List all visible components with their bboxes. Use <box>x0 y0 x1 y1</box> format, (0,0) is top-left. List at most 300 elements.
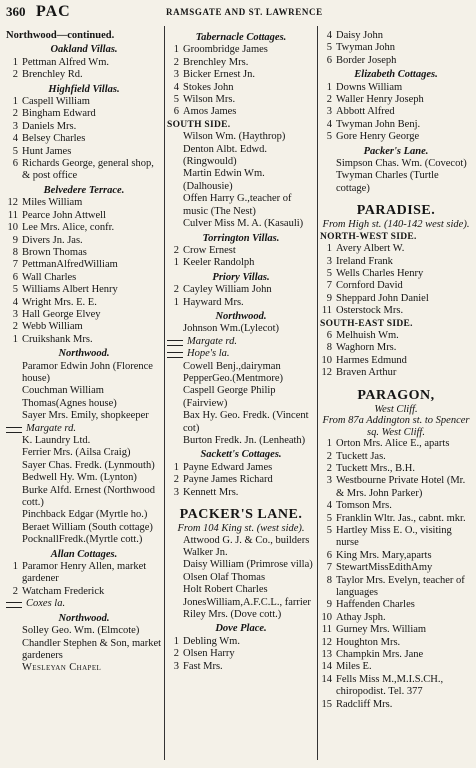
house-number: 2 <box>326 462 332 474</box>
section-heading: Sackett's Cottages. <box>200 449 282 461</box>
directory-entry <box>167 44 315 56</box>
directory-entry <box>320 367 472 379</box>
house-number: 10 <box>321 611 332 623</box>
resident-name: Cowell Benj.,dairyman <box>183 360 281 372</box>
resident-name: Denton Albt. Edwd. (Ringwould) <box>183 143 267 168</box>
house-number: 1 <box>173 296 179 308</box>
directory-entry <box>167 168 315 193</box>
resident-name: Miles William <box>22 197 83 209</box>
resident-name: Bedwell Hy. Wm. (Lynton) <box>22 472 137 484</box>
house-number: 6 <box>12 271 18 283</box>
resident-name: Chandler Stephen & Son, market gardeners <box>22 637 162 661</box>
street-heading: PACKER'S LANE. <box>179 507 303 523</box>
directory-entry <box>6 222 162 234</box>
section-heading: Oakland Villas. <box>50 44 118 56</box>
directory-entry <box>6 625 162 637</box>
directory-entry <box>320 293 472 305</box>
section-heading: Priory Villas. <box>212 271 270 283</box>
resident-name: Keeler Randolph <box>183 257 255 269</box>
house-number: 2 <box>173 474 179 486</box>
directory-entry <box>167 297 315 309</box>
resident-name: Brenchley Mrs. <box>183 56 249 68</box>
house-number: 6 <box>326 549 332 561</box>
directory-entry <box>6 235 162 247</box>
section-heading: Packer's Lane. <box>363 145 429 157</box>
resident-name: PepperGeo.(Mentmore) <box>183 372 284 384</box>
resident-name: Caspell George Philip (Fairview) <box>183 385 276 409</box>
directory-entry <box>320 463 472 475</box>
resident-name: Twyman Charles (Turtle cottage) <box>336 170 439 194</box>
resident-name: Gurney Mrs. William <box>336 624 427 636</box>
resident-name: Wilson Wm. (Haythrop) <box>183 131 286 143</box>
house-number: 7 <box>326 280 332 292</box>
directory-entry <box>320 624 472 636</box>
resident-name: Stokes John <box>183 81 234 93</box>
house-number: 3 <box>12 120 18 132</box>
directory-entry <box>6 334 162 346</box>
directory-entry <box>320 42 472 54</box>
directory-entry <box>6 297 162 309</box>
directory-entry <box>320 451 472 463</box>
house-number: 1 <box>12 333 18 345</box>
resident-name: Wilson Mrs. <box>183 94 236 106</box>
resident-name: Attwood G. J. & Co., builders <box>183 534 310 546</box>
directory-entry <box>167 661 315 673</box>
resident-name: Melhuish Wm. <box>336 330 399 342</box>
resident-name: Miles E. <box>336 661 372 673</box>
resident-name: Brown Thomas <box>22 246 87 258</box>
resident-name: Olsen Olaf Thomas <box>183 571 266 583</box>
directory-entry <box>320 599 472 611</box>
house-number: 2 <box>12 108 18 120</box>
directory-entry <box>6 561 162 586</box>
house-number: 6 <box>326 330 332 342</box>
resident-name: Amos James <box>183 106 237 118</box>
house-number: 9 <box>12 234 18 246</box>
resident-name: K. Laundry Ltd. <box>22 435 91 446</box>
resident-name: Sayer Chas. Fredk. (Lynmouth) <box>22 459 155 471</box>
section-heading: Allan Cottages. <box>50 548 118 560</box>
resident-name: Hartley Miss E. O., visiting nurse <box>336 525 452 549</box>
directory-entry <box>320 550 472 562</box>
resident-name: Payne Edward James <box>183 461 273 473</box>
side-label: SOUTH-EAST SIDE. <box>320 318 413 329</box>
house-number: 12 <box>321 367 332 379</box>
resident-name: Osterstock Mrs. <box>336 305 404 317</box>
section-heading: Dove Place. <box>215 623 267 635</box>
section-heading: Torrington Villas. <box>202 232 280 244</box>
directory-entry <box>6 197 162 209</box>
directory-entry <box>6 586 162 598</box>
directory-entry <box>6 534 162 546</box>
directory-entry <box>167 474 315 486</box>
resident-name: Pinchback Edgar (Myrtle ho.) <box>22 509 148 521</box>
house-number: 5 <box>173 94 179 106</box>
section-heading: Northwood. <box>58 612 110 624</box>
house-number: 1 <box>173 635 179 647</box>
house-number: 1 <box>326 81 332 93</box>
directory-entry <box>320 513 472 525</box>
resident-name: Waller Henry Joseph <box>336 94 424 106</box>
resident-name: Downs William <box>336 81 403 93</box>
section-heading: Northwood. <box>58 348 110 360</box>
directory-entry <box>167 462 315 474</box>
directory-entry <box>6 272 162 284</box>
resident-name: Pearce John Attwell <box>22 209 106 221</box>
house-number: 2 <box>326 94 332 106</box>
house-number: 4 <box>326 118 332 130</box>
directory-entry <box>167 410 315 435</box>
house-number: 2 <box>173 284 179 296</box>
street-location-note: From 87a Addington st. to Spencer sq. West Cliff. <box>322 415 470 438</box>
directory-entry <box>6 121 162 133</box>
directory-column-3 <box>320 30 472 711</box>
house-number: 1 <box>12 96 18 108</box>
directory-entry <box>6 472 162 484</box>
directory-entry <box>6 57 162 69</box>
directory-entry <box>167 559 315 571</box>
running-title: RAMSGATE AND ST. LAWRENCE <box>166 7 323 17</box>
directory-entry <box>167 69 315 81</box>
directory-entry <box>6 309 162 321</box>
directory-entry <box>320 30 472 42</box>
resident-name: Franklin Wltr. Jas., cabnt. mkr. <box>336 512 466 524</box>
directory-entry <box>320 82 472 94</box>
house-number: 3 <box>173 486 179 498</box>
street-location-note: West Cliff. <box>374 403 418 415</box>
resident-name: Wright Mrs. E. E. <box>22 296 97 308</box>
directory-entry <box>6 210 162 222</box>
directory-entry <box>6 108 162 120</box>
directory-entry <box>167 131 315 143</box>
resident-name: Fast Mrs. <box>183 660 223 672</box>
page-header <box>6 4 470 22</box>
resident-name: Caspell William <box>22 96 90 108</box>
resident-name: Paramor Henry Allen, market gardener <box>22 561 147 585</box>
directory-entry <box>6 447 162 459</box>
directory-entry <box>320 612 472 624</box>
directory-entry <box>167 193 315 218</box>
directory-entry <box>320 119 472 131</box>
directory-entry <box>320 475 472 500</box>
directory-entry <box>167 284 315 296</box>
directory-entry <box>320 699 472 711</box>
house-number: 5 <box>326 525 332 536</box>
resident-name: Olsen Harry <box>183 648 235 660</box>
resident-name: Tuckett Mrs., B.H. <box>336 462 415 474</box>
directory-entry <box>320 438 472 450</box>
directory-entry <box>320 305 472 317</box>
directory-entry <box>6 485 162 510</box>
house-number: 2 <box>173 648 179 660</box>
directory-entry <box>6 146 162 158</box>
directory-entry <box>167 106 315 118</box>
house-number: 11 <box>321 624 332 636</box>
street-location-note: From 104 King st. (west side). <box>177 523 305 535</box>
resident-name: Offen Harry G.,teacher of music (The Nest) <box>183 193 292 217</box>
resident-name: Cornford David <box>336 280 403 292</box>
directory-entry <box>320 649 472 661</box>
page-key-word: PAC <box>36 3 71 20</box>
house-number: 4 <box>326 500 332 512</box>
resident-name: Beraet William (South cottage) <box>22 521 153 533</box>
directory-entry <box>167 94 315 106</box>
directory-entry <box>320 94 472 106</box>
house-number: 6 <box>173 106 179 118</box>
section-heading: Belvedere Terrace. <box>43 184 125 196</box>
resident-name: Wells Charles Henry <box>336 268 424 279</box>
resident-name: Tomson Mrs. <box>336 500 392 512</box>
resident-name: Webb William <box>22 321 83 333</box>
house-number: 1 <box>12 561 18 573</box>
resident-name: Solley Geo. Wm. (Elmcote) <box>22 625 140 637</box>
house-number: 2 <box>326 450 332 462</box>
house-number: 3 <box>326 255 332 267</box>
resident-name: Watcham Frederick <box>22 585 105 597</box>
resident-name: Johnson Wm.(Lylecot) <box>183 323 280 335</box>
house-number: 8 <box>326 574 332 586</box>
house-number: 8 <box>326 342 332 354</box>
directory-entry <box>167 609 315 621</box>
directory-entry <box>167 257 315 269</box>
directory-entry <box>6 522 162 534</box>
directory-entry <box>167 636 315 648</box>
resident-name: Sayer Mrs. Emily, shopkeeper <box>22 410 149 422</box>
house-number: 12 <box>321 636 332 648</box>
resident-name: King Mrs. Mary,aparts <box>336 549 432 561</box>
resident-name: Pettman Alfred Wm. <box>22 56 109 68</box>
house-number: 6 <box>326 54 332 66</box>
page-number: 360 <box>6 4 26 19</box>
cross-street-marker: Margate rd. <box>6 423 162 435</box>
street-continued-heading: Northwood—continued. <box>6 30 115 41</box>
resident-name: Abbott Alfred <box>336 106 395 118</box>
house-number: 13 <box>321 649 332 661</box>
directory-entry <box>320 256 472 268</box>
cross-street-marker: Coxes la. <box>6 598 162 610</box>
directory-entry <box>167 648 315 660</box>
resident-name: Avery Albert W. <box>336 243 405 255</box>
resident-name: Orton Mrs. Alice E., aparts <box>336 438 450 450</box>
directory-entry <box>6 96 162 108</box>
house-number: 14 <box>321 661 332 673</box>
resident-name: Burton Fredk. Jn. (Lenheath) <box>183 435 306 446</box>
directory-entry <box>6 410 162 422</box>
resident-name: Divers Jn. Jas. <box>22 234 83 246</box>
column-divider <box>164 26 165 760</box>
house-number: 12 <box>7 197 18 209</box>
house-number: 11 <box>321 305 332 317</box>
resident-name: Houghton Mrs. <box>336 636 401 648</box>
house-number: 4 <box>12 296 18 308</box>
directory-entry <box>6 259 162 271</box>
directory-entry <box>320 158 472 170</box>
resident-name: Hunt James <box>22 145 72 157</box>
resident-name: Couchman William Thomas(Agnes house) <box>22 385 117 409</box>
directory-entry <box>6 284 162 296</box>
house-number: 7 <box>12 259 18 271</box>
resident-name: Harmes Edmund <box>336 354 407 366</box>
resident-name: PettmanAlfredWilliam <box>22 259 118 271</box>
directory-entry <box>320 55 472 67</box>
directory-entry <box>6 69 162 81</box>
resident-name: Champkin Mrs. Jane <box>336 649 424 661</box>
house-number: 1 <box>173 257 179 269</box>
resident-name: Belsey Charles <box>22 133 86 145</box>
directory-entry <box>6 638 162 663</box>
house-number: 9 <box>326 292 332 304</box>
resident-name: Debling Wm. <box>183 635 240 647</box>
house-number: 11 <box>7 209 18 221</box>
resident-name: Haffenden Charles <box>336 599 415 611</box>
resident-name: Holt Robert Charles <box>183 584 268 596</box>
directory-entry <box>6 460 162 472</box>
section-heading: Tabernacle Cottages. <box>195 32 287 43</box>
house-number: 1 <box>326 243 332 255</box>
side-label: SOUTH SIDE. <box>167 119 231 130</box>
resident-name: Burke Alfd. Ernest (Northwood cott.) <box>22 484 155 509</box>
resident-name: Fells Miss M.,M.I.S.CH., chiropodist. Tel. 377 <box>336 673 444 698</box>
directory-entry <box>320 674 472 699</box>
directory-entry <box>320 243 472 255</box>
house-number: 10 <box>321 354 332 366</box>
directory-entry <box>167 245 315 257</box>
house-number: 10 <box>7 222 18 234</box>
resident-name: JonesWilliam,A.F.C.L., farrier <box>183 596 311 608</box>
resident-name: Tuckett Jas. <box>336 450 386 462</box>
resident-name: Simpson Chas. Wm. (Covecot) <box>336 158 467 170</box>
directory-entry <box>320 500 472 512</box>
directory-entry <box>320 342 472 354</box>
resident-name: Twyman John <box>336 42 396 54</box>
house-number: 7 <box>326 562 332 574</box>
directory-entry <box>167 218 315 230</box>
resident-name: Lee Mrs. Alice, confr. <box>22 222 115 234</box>
resident-name: Westbourne Private Hotel (Mr. & Mrs. John Parker) <box>336 475 466 499</box>
directory-entry <box>320 131 472 143</box>
resident-name: Hall George Elvey <box>22 308 101 320</box>
resident-name: Daisy William (Primrose villa) <box>183 559 313 571</box>
street-location-note: From High st. (140-142 west side). <box>322 219 470 231</box>
house-number: 14 <box>321 673 332 685</box>
resident-name: Paramor Edwin John (Florence house) <box>22 360 153 384</box>
directory-entry <box>167 435 315 447</box>
cross-street-marker: Margate rd. <box>167 336 315 348</box>
directory-entry <box>320 575 472 600</box>
house-number: 1 <box>326 438 332 450</box>
directory-entry <box>320 330 472 342</box>
house-number: 5 <box>326 268 332 279</box>
resident-name: Wall Charles <box>22 271 77 283</box>
house-number: 5 <box>326 512 332 524</box>
resident-name: Crow Ernest <box>183 244 236 256</box>
house-number: 4 <box>173 81 179 93</box>
resident-name: Kennett Mrs. <box>183 486 239 498</box>
directory-entry <box>167 597 315 609</box>
resident-name: Braven Arthur <box>336 367 397 379</box>
resident-name: Ireland Frank <box>336 255 393 267</box>
resident-name: Radcliff Mrs. <box>336 698 393 710</box>
house-number: 3 <box>326 475 332 487</box>
house-number: 6 <box>12 158 18 170</box>
house-number: 15 <box>321 698 332 710</box>
house-number: 1 <box>173 461 179 473</box>
directory-entry <box>320 280 472 292</box>
resident-name: Riley Mrs. (Dove cott.) <box>183 608 282 620</box>
house-number: 4 <box>326 30 332 41</box>
resident-name: Culver Miss M. A. (Kasauli) <box>183 218 304 230</box>
street-heading: PARADISE. <box>356 203 436 219</box>
house-number: 9 <box>326 599 332 611</box>
directory-entry <box>6 509 162 521</box>
directory-entry <box>320 268 472 280</box>
cross-street-marker: Hope's la. <box>167 348 315 360</box>
resident-name: Walker Jn. <box>183 546 228 558</box>
resident-name: Hayward Mrs. <box>183 296 244 308</box>
directory-entry <box>167 361 315 373</box>
directory-entry <box>320 525 472 550</box>
house-number: 3 <box>12 308 18 320</box>
resident-name: Martin Edwin Wm. (Dalhousie) <box>183 168 265 192</box>
directory-entry <box>167 547 315 559</box>
house-number: 2 <box>12 585 18 597</box>
resident-name: Gore Henry George <box>336 131 420 143</box>
section-heading: Highfield Villas. <box>48 83 120 95</box>
house-number: 5 <box>326 131 332 143</box>
resident-name: Cayley William John <box>183 284 272 296</box>
house-number: 8 <box>12 246 18 258</box>
directory-entry <box>167 82 315 94</box>
directory-entry <box>320 355 472 367</box>
landmark-entry: Wesleyan Chapel <box>22 662 102 674</box>
directory-column-2 <box>167 30 315 673</box>
resident-name: Payne James Richard <box>183 474 273 486</box>
directory-entry <box>320 106 472 118</box>
resident-name: Bicker Ernest Jn. <box>183 69 256 81</box>
directory-entry <box>6 158 162 183</box>
house-number: 1 <box>12 56 18 68</box>
directory-entry <box>167 385 315 410</box>
house-number: 4 <box>12 133 18 145</box>
house-number: 1 <box>173 44 179 56</box>
directory-entry <box>167 373 315 385</box>
resident-name: Athay Jsph. <box>336 611 386 623</box>
directory-entry <box>6 361 162 386</box>
resident-name: Twyman John Benj. <box>336 118 421 130</box>
directory-entry <box>6 435 162 447</box>
directory-entry <box>167 144 315 169</box>
resident-name: Bax Hy. Geo. Fredk. (Vincent cot) <box>183 410 309 434</box>
house-number: 5 <box>12 145 18 157</box>
resident-name: PocknallFredk.(Myrtle cott.) <box>22 534 143 546</box>
resident-name: Ferrier Mrs. (Ailsa Craig) <box>22 447 131 459</box>
resident-name: Richards George, general shop, & post office <box>22 158 154 182</box>
house-number: 2 <box>173 56 179 68</box>
resident-name: Daniels Mrs. <box>22 120 77 132</box>
directory-entry <box>6 385 162 410</box>
house-number: 2 <box>12 321 18 333</box>
directory-entry <box>167 584 315 596</box>
house-number: 2 <box>12 69 18 81</box>
house-number: 2 <box>173 244 179 256</box>
directory-column-1 <box>6 30 162 675</box>
directory-entry <box>320 170 472 195</box>
directory-entry <box>6 247 162 259</box>
resident-name: Bingham Edward <box>22 108 96 120</box>
resident-name: Cruikshank Mrs. <box>22 333 93 345</box>
directory-entry <box>320 562 472 574</box>
resident-name: Border Joseph <box>336 54 397 66</box>
